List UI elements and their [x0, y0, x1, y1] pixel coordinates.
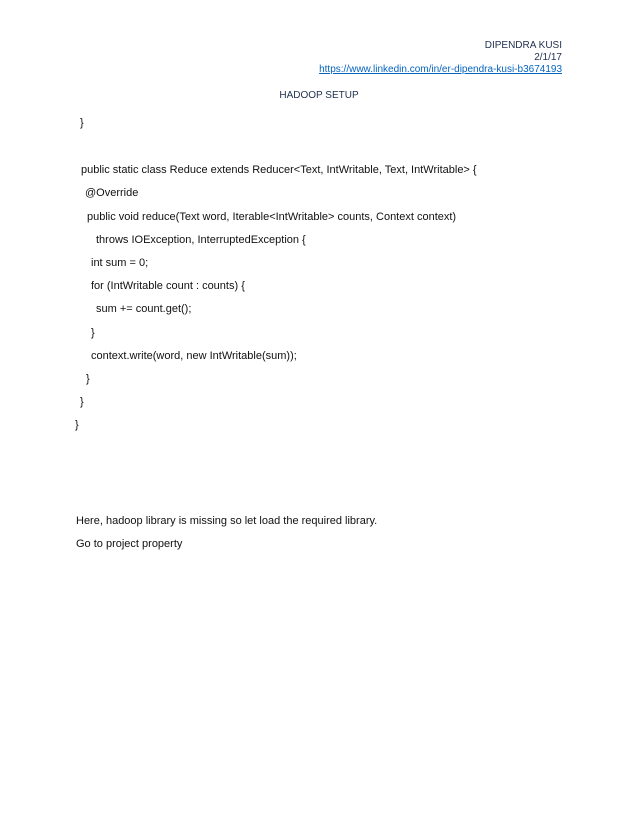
code-line: throws IOException, InterruptedException { [96, 234, 306, 246]
code-line: public static class Reduce extends Reducer<Text, IntWritable, Text, IntWritable> { [81, 164, 477, 176]
code-line: } [86, 373, 90, 385]
paragraph: Go to project property [76, 538, 183, 550]
code-line: @Override [85, 187, 139, 199]
document-title: HADOOP SETUP [279, 90, 359, 101]
code-line: for (IntWritable count : counts) { [91, 280, 245, 292]
page-header [319, 40, 562, 76]
code-line: int sum = 0; [91, 257, 149, 269]
paragraph: Here, hadoop library is missing so let load the required library. [76, 515, 378, 527]
header-linkedin-link[interactable]: https://www.linkedin.com/in/er-dipendra-kusi-b3674193 [319, 64, 562, 75]
header-date: 2/1/17 [534, 52, 562, 63]
code-line: } [91, 327, 95, 339]
code-line: sum += count.get(); [96, 303, 192, 315]
code-line: } [75, 419, 79, 431]
code-line: context.write(word, new IntWritable(sum)); [91, 350, 297, 362]
header-author: DIPENDRA KUSI [484, 40, 562, 51]
code-line: public void reduce(Text word, Iterable<IntWritable> counts, Context context) [87, 211, 457, 223]
code-line: } [80, 117, 84, 129]
code-line: } [80, 396, 84, 408]
